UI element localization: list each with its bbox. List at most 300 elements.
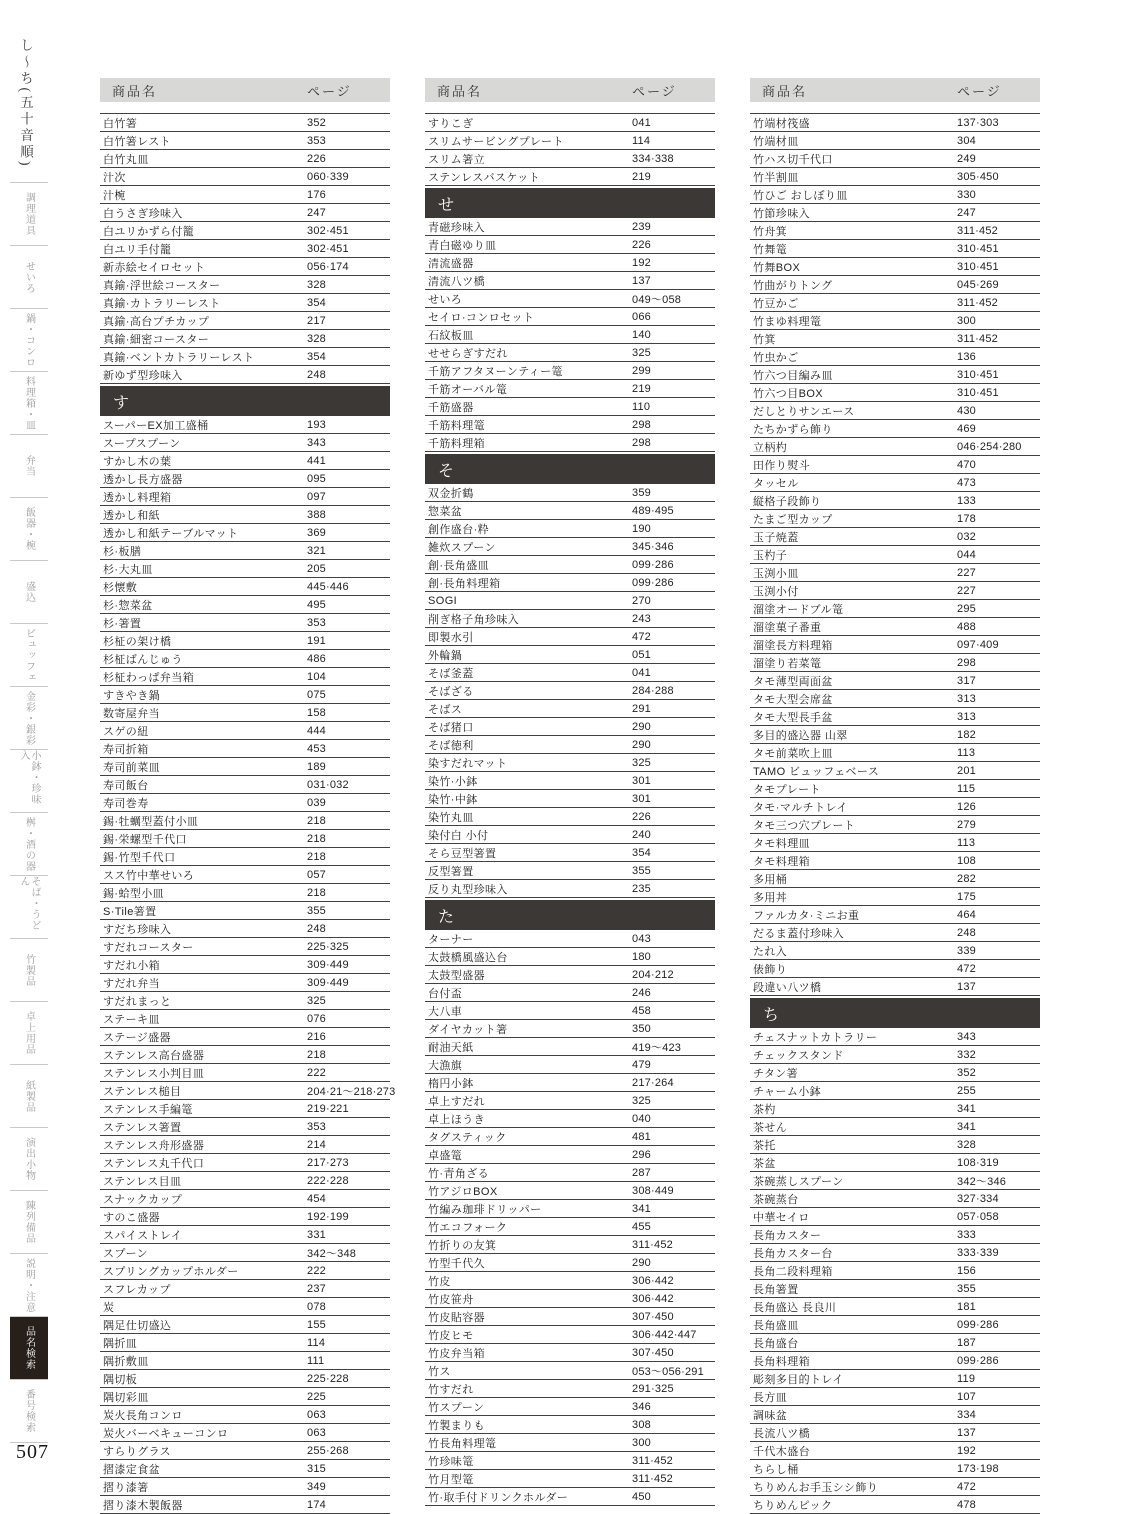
product-pages: 488 [957, 620, 976, 633]
sidebar-category-tab [10, 497, 48, 560]
product-name: すらりグラス [103, 1445, 172, 1458]
product-pages: 115 [957, 782, 976, 795]
product-name: 透かし和紙 [103, 509, 160, 522]
product-name: 大八車 [428, 1005, 463, 1018]
product-name: 反り丸型珍味入 [428, 883, 508, 896]
sidebar-category-label: 説明・注意 [23, 1257, 35, 1313]
product-pages: 158 [307, 706, 326, 719]
product-name: タモ·マルチトレイ [753, 801, 848, 814]
product-pages: 110 [632, 400, 651, 413]
product-pages: 219 [632, 170, 651, 183]
product-pages: 137 [957, 980, 976, 993]
product-name: スパイストレイ [103, 1229, 183, 1242]
product-name: 竹珍味篭 [428, 1455, 474, 1468]
product-pages: 287 [632, 1166, 651, 1179]
product-name: そば釜蓋 [428, 667, 474, 680]
product-pages: 219 [632, 382, 651, 395]
product-pages: 454 [307, 1192, 326, 1205]
table-row [425, 1470, 715, 1488]
product-pages: 255·268 [307, 1444, 349, 1457]
product-name: 彫刻多目的トレイ [753, 1373, 844, 1386]
table-row [425, 236, 715, 254]
product-pages: 325 [307, 994, 326, 1007]
product-pages: 181 [957, 1300, 976, 1313]
product-pages: 192·199 [307, 1210, 349, 1223]
sidebar-category-label: 品名検索 [23, 1326, 35, 1370]
product-pages: 039 [307, 796, 326, 809]
kana-section-header: せ [425, 188, 715, 218]
sidebar-category-label: 桝・酒の器 [23, 816, 35, 872]
table-row [100, 920, 390, 938]
product-name: 杉·大丸皿 [103, 563, 153, 576]
table-row [425, 254, 715, 272]
product-pages: 075 [307, 688, 326, 701]
table-row [750, 330, 1040, 348]
index-column [100, 78, 396, 1514]
product-name: すだれまっと [103, 995, 172, 1008]
table-row [750, 510, 1040, 528]
product-pages: 108 [957, 854, 976, 867]
product-pages: 328 [307, 332, 326, 345]
product-pages: 298 [632, 436, 651, 449]
table-row [100, 578, 390, 596]
table-row [750, 258, 1040, 276]
product-name: 竹折りの友箕 [428, 1239, 497, 1252]
product-name: 田作り熨斗 [753, 459, 810, 472]
table-row [425, 362, 715, 380]
table-row [100, 1442, 390, 1460]
product-name: 創·長角盛皿 [428, 559, 490, 572]
product-name: 竹型千代久 [428, 1257, 485, 1270]
product-pages: 066 [632, 310, 651, 323]
product-name: 透かし和紙テーブルマット [103, 527, 239, 540]
product-pages: 190 [632, 522, 651, 535]
table-row [425, 948, 715, 966]
table-row [425, 862, 715, 880]
table-row [750, 420, 1040, 438]
product-name: 調味盆 [753, 1409, 788, 1422]
product-pages: 298 [957, 656, 976, 669]
product-name: 玉渕小付 [753, 585, 799, 598]
product-pages: 353 [307, 1120, 326, 1133]
column-header-product-name: 商品名 [437, 83, 483, 99]
product-pages: 354 [307, 350, 326, 363]
table-row [425, 664, 715, 682]
product-name: チェックスタンド [753, 1049, 844, 1062]
table-row [425, 326, 715, 344]
product-pages: 481 [632, 1130, 651, 1143]
product-pages: 298 [632, 418, 651, 431]
sidebar-category-label: 盛込 [23, 581, 35, 603]
product-name: 立柄杓 [753, 441, 788, 454]
table-row [100, 258, 390, 276]
table-row [100, 1370, 390, 1388]
product-pages: 057·058 [957, 1210, 999, 1223]
table-row [100, 1010, 390, 1028]
product-pages: 311·452 [957, 296, 998, 309]
table-row [100, 204, 390, 222]
product-name: ちらし桶 [753, 1463, 799, 1476]
product-name: ステンレス箸置 [103, 1121, 182, 1134]
product-name: 多用桶 [753, 873, 788, 886]
rows-block [100, 113, 390, 384]
table-row [100, 938, 390, 956]
product-name: 竹アジロBOX [428, 1185, 498, 1198]
product-name: 真鍮·ベントカトラリーレスト [103, 351, 255, 364]
sidebar-category-label: 弁当 [23, 455, 35, 477]
product-name: ファルカタ·ミニお重 [753, 909, 860, 922]
product-pages: 108·319 [957, 1156, 999, 1169]
table-row [750, 852, 1040, 870]
table-row [100, 114, 390, 132]
product-pages: 137·303 [957, 116, 999, 129]
product-name: すきやき鍋 [103, 689, 160, 702]
product-name: 染すだれマット [428, 757, 508, 770]
product-pages: 308·449 [632, 1184, 674, 1197]
product-pages: 346 [632, 1400, 651, 1413]
product-name: すのこ盛器 [103, 1211, 160, 1224]
product-pages: 419〜423 [632, 1041, 682, 1054]
product-pages: 282 [957, 872, 976, 885]
table-row [750, 474, 1040, 492]
product-pages: 226 [307, 152, 326, 165]
table-row [100, 1208, 390, 1226]
column-header [750, 78, 1040, 102]
product-name: 隅切彩皿 [103, 1391, 149, 1404]
product-pages: 247 [957, 206, 976, 219]
table-row [100, 240, 390, 258]
product-pages: 470 [957, 458, 976, 471]
sidebar-category-tab [10, 560, 48, 623]
table-row [100, 294, 390, 312]
table-row [100, 1046, 390, 1064]
product-pages: 291 [632, 702, 651, 715]
product-name: 石紋板皿 [428, 329, 474, 342]
table-row [425, 1164, 715, 1182]
product-name: 竹曲がりトング [753, 279, 833, 292]
product-pages: 472 [957, 962, 976, 975]
table-row [750, 978, 1040, 996]
table-row [100, 330, 390, 348]
sidebar-category-tab [10, 686, 48, 749]
product-name: 杉·惣菜盆 [103, 599, 153, 612]
table-row [750, 1226, 1040, 1244]
sidebar-category-label: 紙製品 [23, 1079, 35, 1113]
product-pages: 099·286 [957, 1318, 999, 1331]
table-row [750, 618, 1040, 636]
table-row [100, 168, 390, 186]
product-name: すだれコースター [103, 941, 194, 954]
table-row [750, 528, 1040, 546]
table-row [750, 690, 1040, 708]
product-pages: 290 [632, 738, 651, 751]
table-row [425, 826, 715, 844]
product-pages: 342〜348 [307, 1247, 357, 1260]
product-name: 長角二段料理箱 [753, 1265, 833, 1278]
table-row [425, 1344, 715, 1362]
table-row [425, 808, 715, 826]
sidebar-category-tab [10, 875, 48, 938]
table-row [750, 204, 1040, 222]
product-pages: 290 [632, 1256, 651, 1269]
product-name: スゲの紐 [103, 725, 149, 738]
index-columns [100, 78, 1040, 1514]
product-name: 竹エコフォーク [428, 1221, 508, 1234]
product-name: 俵飾り [753, 963, 788, 976]
product-name: 千筋オーバル篭 [428, 383, 508, 396]
product-pages: 301 [632, 792, 651, 805]
product-pages: 334 [957, 1408, 976, 1421]
table-row [750, 186, 1040, 204]
table-row [750, 1496, 1040, 1514]
product-pages: 057 [307, 868, 326, 881]
product-pages: 328 [307, 278, 326, 291]
category-nav [10, 182, 48, 1443]
product-name: 千代木盛台 [753, 1445, 810, 1458]
sidebar-category-label: 鍋・コンロ [23, 312, 35, 368]
product-pages: 311·452 [632, 1454, 673, 1467]
product-name: 茶杓 [753, 1103, 776, 1116]
table-row [750, 1208, 1040, 1226]
table-row [100, 366, 390, 384]
product-name: 白ユリ手付籠 [103, 243, 172, 256]
table-row [425, 1380, 715, 1398]
sidebar-category-tab [10, 1253, 48, 1316]
table-row [425, 592, 715, 610]
product-name: 汁椀 [103, 189, 126, 202]
product-name: そばざる [428, 685, 474, 698]
product-pages: 225·228 [307, 1372, 349, 1385]
table-row [425, 272, 715, 290]
table-row [425, 344, 715, 362]
table-row [425, 966, 715, 984]
product-name: 茶せん [753, 1121, 788, 1134]
product-name: 杉柾の架け橋 [103, 635, 172, 648]
product-name: 長流八ツ橋 [753, 1427, 810, 1440]
table-row [750, 1082, 1040, 1100]
product-pages: 307·450 [632, 1346, 674, 1359]
column-header-product-name: 商品名 [112, 83, 158, 99]
kana-section-header: ち [750, 998, 1040, 1028]
sidebar-category-tab [10, 1127, 48, 1190]
product-name: 創作盛台·粋 [428, 523, 490, 536]
table-row [100, 848, 390, 866]
product-name: 寿司折箱 [103, 743, 149, 756]
table-row [100, 1334, 390, 1352]
kana-section-header: た [425, 900, 715, 930]
product-pages: 248 [307, 368, 326, 381]
product-name: 竹六つ目編み皿 [753, 369, 833, 382]
table-row [100, 992, 390, 1010]
product-name: そら豆型箸置 [428, 847, 497, 860]
table-row [750, 168, 1040, 186]
product-name: 竹ハス切千代口 [753, 153, 833, 166]
product-pages: 218 [307, 832, 326, 845]
table-row [100, 1298, 390, 1316]
product-pages: 217·273 [307, 1156, 349, 1169]
table-row [750, 906, 1040, 924]
column-header-page: ページ [632, 83, 677, 99]
table-row [750, 600, 1040, 618]
table-row [750, 492, 1040, 510]
product-name: 竹虫かご [753, 351, 799, 364]
product-name: 竹·取手付ドリンクホルダー [428, 1491, 569, 1504]
table-row [750, 1424, 1040, 1442]
product-name: 即製水引 [428, 631, 474, 644]
table-row [425, 434, 715, 452]
product-name: 隅切板 [103, 1373, 138, 1386]
table-row [425, 1182, 715, 1200]
table-row [425, 1218, 715, 1236]
product-pages: 053〜056·291 [632, 1365, 704, 1378]
sidebar-category-label: そば・うどん [18, 876, 40, 931]
product-name: タモ前菜吹上皿 [753, 747, 833, 760]
product-name: 炭火長角コンロ [103, 1409, 183, 1422]
table-row [750, 1388, 1040, 1406]
table-row [425, 1092, 715, 1110]
product-name: 隅折敷皿 [103, 1355, 149, 1368]
product-pages: 306·442 [632, 1292, 674, 1305]
column-header [100, 78, 390, 102]
product-pages: 341 [957, 1102, 976, 1115]
product-pages: 430 [957, 404, 976, 417]
product-name: 長角カスター [753, 1229, 822, 1242]
product-name: 玉渕小皿 [753, 567, 799, 580]
product-name: 長角カスター台 [753, 1247, 833, 1260]
product-name: 長角箸置 [753, 1283, 799, 1296]
table-row [100, 560, 390, 578]
product-name: ステンレス舟形盛器 [103, 1139, 205, 1152]
table-row [100, 452, 390, 470]
product-pages: 310·451 [957, 368, 999, 381]
table-row [425, 1398, 715, 1416]
table-row [100, 740, 390, 758]
product-pages: 354 [307, 296, 326, 309]
product-pages: 388 [307, 508, 326, 521]
product-pages: 249 [957, 152, 976, 165]
table-row [100, 1388, 390, 1406]
product-pages: 222·228 [307, 1174, 349, 1187]
table-row [750, 240, 1040, 258]
product-name: TAMO ビュッフェベース [753, 765, 880, 778]
product-pages: 353 [307, 134, 326, 147]
product-pages: 113 [957, 746, 976, 759]
product-name: ステージ盛器 [103, 1031, 171, 1044]
product-pages: 235 [632, 882, 651, 895]
product-name: 竹まゆ料理篭 [753, 315, 822, 328]
product-name: チェスナットカトラリー [753, 1031, 878, 1044]
rows-block [425, 218, 715, 452]
product-name: 千筋料理篭 [428, 419, 485, 432]
table-row [100, 686, 390, 704]
product-name: ちりめんピック [753, 1499, 833, 1512]
product-pages: 450 [632, 1490, 651, 1503]
product-name: タモ大型長手盆 [753, 711, 833, 724]
product-pages: 472 [632, 630, 651, 643]
product-name: 杉柾わっぱ弁当箱 [103, 671, 195, 684]
table-row [750, 150, 1040, 168]
table-row [425, 1038, 715, 1056]
product-pages: 239 [632, 220, 651, 233]
product-name: 杉柾ばんじゅう [103, 653, 183, 666]
table-row [750, 438, 1040, 456]
product-name: 新赤絵セイロセット [103, 261, 206, 274]
table-row [750, 546, 1040, 564]
table-row [425, 736, 715, 754]
product-pages: 279 [957, 818, 976, 831]
table-row [425, 1074, 715, 1092]
table-row [425, 484, 715, 502]
product-pages: 155 [307, 1318, 326, 1331]
product-name: 竹ス [428, 1365, 451, 1378]
product-pages: 099·286 [632, 576, 674, 589]
product-name: 数寄屋弁当 [103, 707, 160, 720]
table-row [100, 614, 390, 632]
product-name: 長角盛台 [753, 1337, 799, 1350]
product-name: 中華セイロ [753, 1211, 810, 1224]
table-row [750, 1172, 1040, 1190]
table-row [100, 812, 390, 830]
table-row [100, 132, 390, 150]
product-pages: 049〜058 [632, 293, 682, 306]
table-row [425, 1272, 715, 1290]
product-pages: 175 [957, 890, 976, 903]
product-pages: 032 [957, 530, 976, 543]
product-pages: 343 [307, 436, 326, 449]
table-row [750, 1262, 1040, 1280]
table-row [100, 1406, 390, 1424]
product-pages: 031·032 [307, 778, 349, 791]
product-name: タモ料理箱 [753, 855, 810, 868]
product-name: 玉子焼蓋 [753, 531, 799, 544]
table-row [425, 754, 715, 772]
table-row [425, 308, 715, 326]
table-row [750, 276, 1040, 294]
product-pages: 041 [632, 116, 651, 129]
product-pages: 255 [957, 1084, 976, 1097]
product-name: チタン箸 [753, 1067, 799, 1080]
product-pages: 342〜346 [957, 1175, 1007, 1188]
table-row [100, 1082, 396, 1100]
table-row [100, 1352, 390, 1370]
table-row [100, 884, 390, 902]
table-row [750, 1478, 1040, 1496]
product-pages: 040 [632, 1112, 651, 1125]
sidebar-category-label: 飯器・椀 [23, 507, 35, 551]
table-row [425, 1128, 715, 1146]
product-name: 真鍮·高台プチカップ [103, 315, 210, 328]
product-name: 錫·栄螺型千代口 [103, 833, 187, 846]
product-pages: 333·339 [957, 1246, 999, 1259]
product-pages: 307·450 [632, 1310, 674, 1323]
sidebar-category-tab [10, 938, 48, 1001]
table-row [425, 610, 715, 628]
product-name: ターナー [428, 933, 474, 946]
product-pages: 325 [632, 756, 651, 769]
product-pages: 119 [957, 1372, 976, 1385]
product-pages: 479 [632, 1058, 651, 1071]
product-pages: 056·174 [307, 260, 349, 273]
product-pages: 205 [307, 562, 326, 575]
product-pages: 330 [957, 188, 976, 201]
table-row [100, 632, 390, 650]
table-row [750, 654, 1040, 672]
table-row [750, 744, 1040, 762]
product-name: 茶托 [753, 1139, 776, 1152]
product-name: タモ大型会席盆 [753, 693, 833, 706]
product-name: タグスティック [428, 1131, 507, 1144]
product-name: 真鍮·浮世絵コースター [103, 279, 221, 292]
